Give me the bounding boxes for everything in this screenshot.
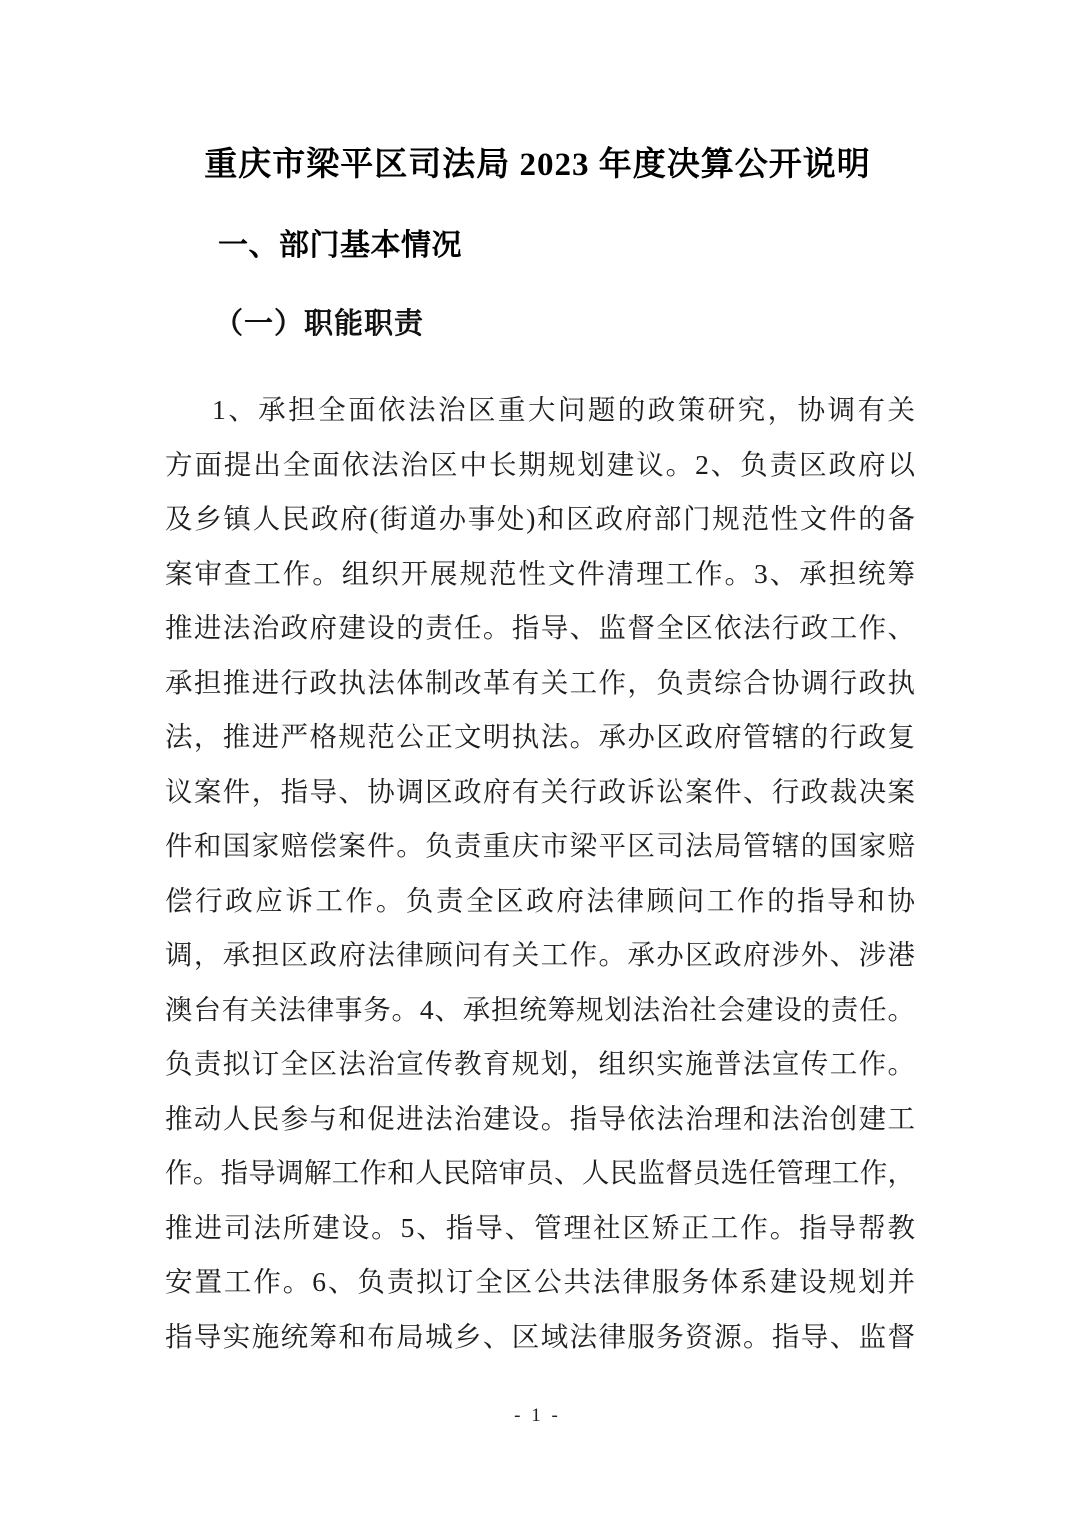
subsection-heading: （一）职能职责 [214,308,425,340]
body-line: 推动人民参与和促进法治建设。指导依法治理和法治创建工 [165,1102,915,1134]
body-line: 案审查工作。组织开展规范性文件清理工作。3、承担统筹 [165,557,915,589]
body-line: 议案件，指导、协调区政府有关行政诉讼案件、行政裁决案 [165,775,915,807]
body-line: 指导实施统筹和布局城乡、区域法律服务资源。指导、监督 [165,1320,915,1352]
body-line: 澳台有关法律事务。4、承担统筹规划法治社会建设的责任。 [165,993,915,1025]
page-number: - 1 - [514,1405,561,1426]
section-heading: 一、部门基本情况 [218,229,462,262]
body-paragraph [165,383,915,1364]
body-line: 偿行政应诉工作。负责全区政府法律顾问工作的指导和协 [165,884,915,916]
body-line: 件和国家赔偿案件。负责重庆市梁平区司法局管辖的国家赔 [165,830,915,861]
body-line: 调，承担区政府法律顾问有关工作。承办区政府涉外、涉港 [165,939,915,970]
body-line: 及乡镇人民政府(街道办事处)和区政府部门规范性文件的备 [165,503,915,534]
body-line: 安置工作。6、负责拟订全区公共法律服务体系建设规划并 [165,1266,915,1297]
body-line: 推进法治政府建设的责任。指导、监督全区依法行政工作、 [165,612,915,643]
body-line: 承担推进行政执法体制改革有关工作，负责综合协调行政执 [165,666,915,698]
body-line: 1、承担全面依法治区重大问题的政策研究，协调有关 [212,394,915,425]
body-line: 负责拟订全区法治宣传教育规划，组织实施普法宣传工作。 [165,1048,915,1079]
body-line: 推进司法所建设。5、指导、管理社区矫正工作。指导帮教 [165,1211,915,1243]
body-line: 作。指导调解工作和人民陪审员、人民监督员选任管理工作， [165,1157,915,1188]
document-title: 重庆市梁平区司法局 2023 年度决算公开说明 [204,147,871,183]
body-line: 法，推进严格规范公正文明执法。承办区政府管辖的行政复 [165,721,915,752]
body-line: 方面提出全面依法治区中长期规划建议。2、负责区政府以 [165,448,915,480]
